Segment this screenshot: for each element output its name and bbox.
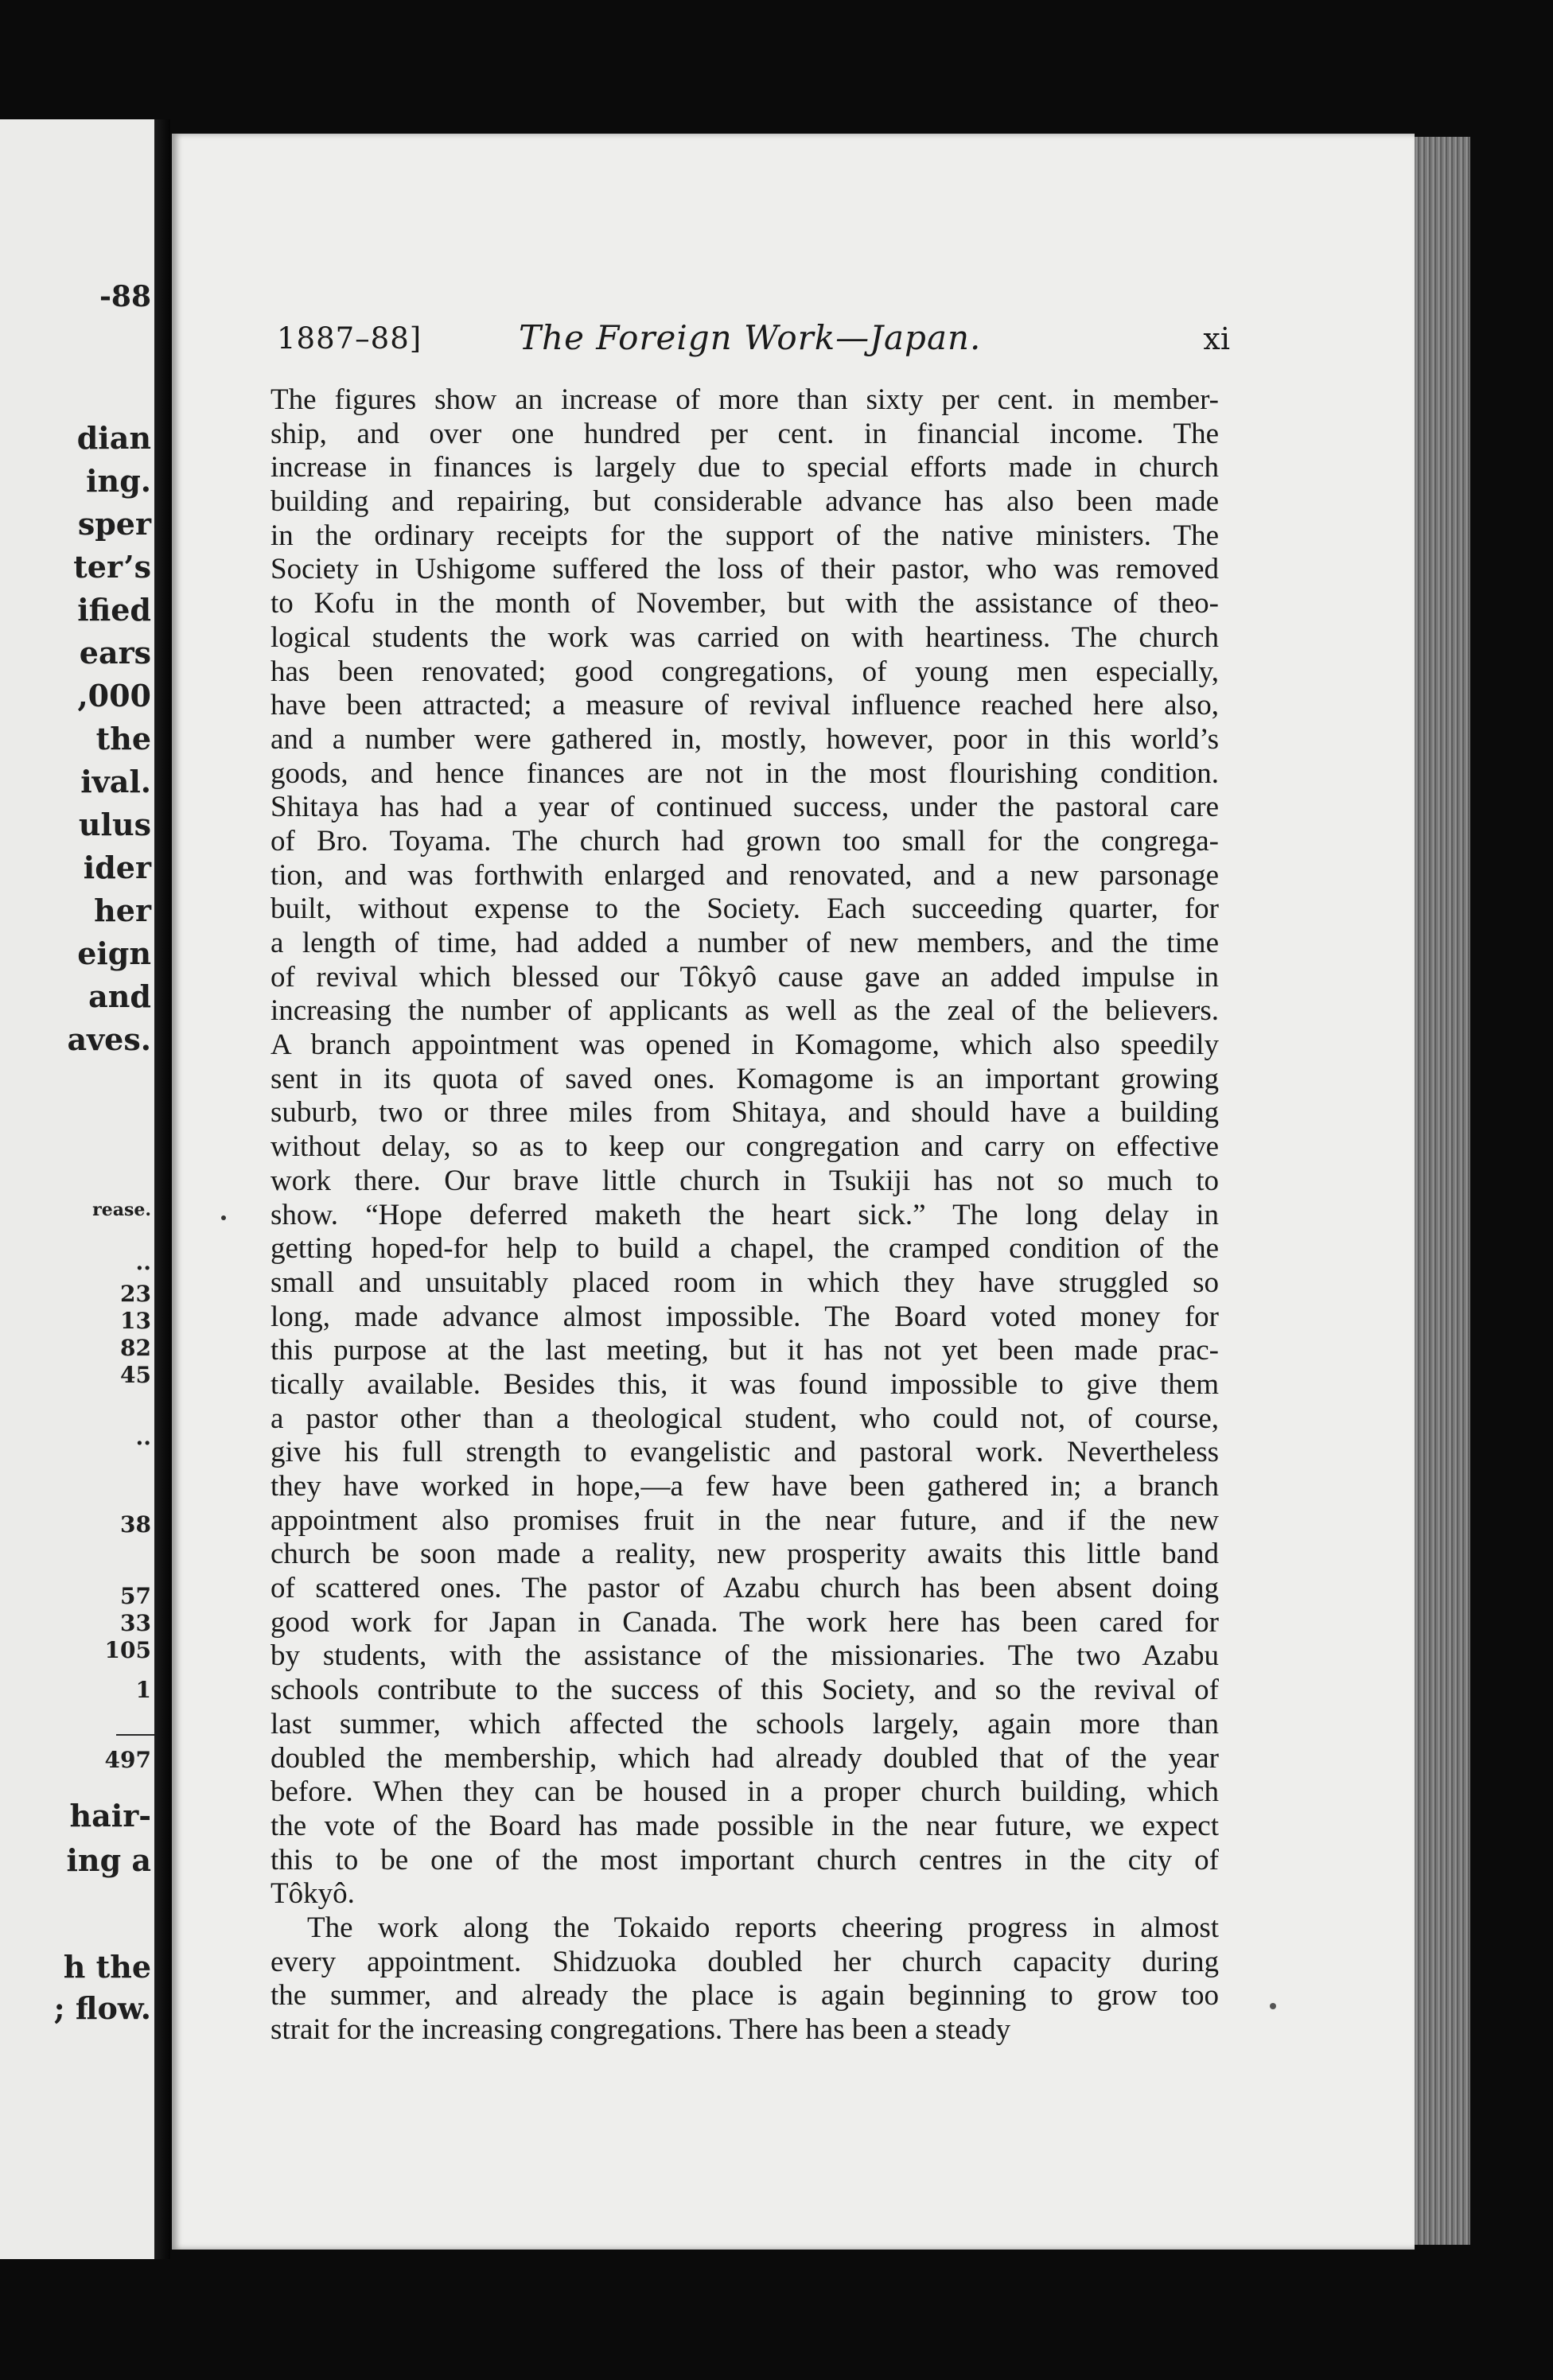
left-page-text: ..	[135, 1249, 151, 1275]
left-page-text: dian	[76, 420, 151, 456]
text-line: have been attracted; a measure of revival influence reached here also,	[271, 689, 1219, 722]
text-line: sent in its quota of saved ones. Komagome is an important growing	[271, 1062, 1219, 1095]
text-line: to Kofu in the month of November, but with the assistance of theo-	[271, 587, 1219, 620]
left-page-text: ,000	[77, 678, 151, 714]
text-line: of revival which blessed our Tôkyô cause gave an added impulse in	[271, 960, 1219, 994]
left-page-text: eign	[77, 935, 151, 971]
text-line: suburb, two or three miles from Shitaya, and should have a building	[271, 1096, 1219, 1130]
text-line: by students, with the assistance of the missionaries. The two Azabu	[271, 1639, 1219, 1673]
text-line: The figures show an increase of more than sixty per cent. in member-	[271, 383, 1219, 416]
text-line: Tôkyô.	[271, 1877, 355, 1911]
text-line: built, without expense to the Society. Each succeeding quarter, for	[271, 892, 1219, 926]
left-page-text: ulus	[78, 807, 151, 842]
text-line: this purpose at the last meeting, but it has not yet been made prac-	[271, 1334, 1219, 1367]
text-line: a pastor other than a theological student, who could not, of course,	[271, 1402, 1219, 1435]
text-line: schools contribute to the success of this Society, and so the revival of	[271, 1674, 1219, 1707]
text-line: good work for Japan in Canada. The work here has been cared for	[271, 1605, 1219, 1639]
left-page-text: sper	[77, 506, 151, 542]
left-page-text: hair-	[69, 1798, 151, 1834]
left-page-text: ival.	[80, 764, 151, 799]
text-line: A branch appointment was opened in Komagome, which also speedily	[271, 1029, 1219, 1062]
text-line: every appointment. Shidzuoka doubled her church capacity during	[271, 1945, 1219, 1978]
text-line: this to be one of the most important church centres in the city of	[271, 1843, 1219, 1876]
left-page-text: her	[94, 892, 151, 928]
text-line: appointment also promises fruit in the near future, and if the new	[271, 1503, 1219, 1537]
text-line: Society in Ushigome suffered the loss of their pastor, who was removed	[271, 553, 1219, 586]
text-line: doubled the membership, which had already doubled that of the year	[271, 1741, 1219, 1775]
left-page-text: 497	[104, 1747, 151, 1773]
left-page-text: 33	[120, 1610, 151, 1636]
text-line: without delay, so as to keep our congregation and carry on effective	[271, 1130, 1219, 1164]
left-page-text: ; flow.	[53, 1990, 151, 2026]
text-line: tically available. Besides this, it was found impossible to give them	[271, 1367, 1219, 1401]
text-line: The work along the Tokaido reports cheering progress in almost	[307, 1911, 1219, 1944]
left-page-text: 23	[120, 1281, 151, 1307]
text-line: goods, and hence finances are not in the most flourishing condition.	[271, 756, 1219, 790]
text-line: show. “Hope deferred maketh the heart sick.” The long delay in	[271, 1198, 1219, 1231]
text-line: the vote of the Board has made possible in the near future, we expect	[271, 1809, 1219, 1842]
header-year-range: 1887–88]	[277, 321, 422, 356]
left-page-text: 1	[135, 1677, 151, 1703]
body-text	[271, 383, 1219, 2048]
left-page-text: 82	[120, 1335, 151, 1361]
text-line: logical students the work was carried on with heartiness. The church	[271, 620, 1219, 654]
left-page-text: ified	[77, 592, 151, 628]
left-page-text: h the	[63, 1949, 151, 1985]
margin-mark	[221, 1215, 226, 1220]
left-page-text: 13	[120, 1308, 151, 1334]
left-page-text: rease.	[92, 1200, 151, 1220]
text-line: last summer, which affected the schools largely, again more than	[271, 1707, 1219, 1740]
text-line: building and repairing, but considerable advance has also been made	[271, 485, 1219, 519]
text-line: long, made advance almost impossible. The Board voted money for	[271, 1300, 1219, 1333]
text-line: in the ordinary receipts for the support of the native ministers. The	[271, 519, 1219, 552]
text-line: they have worked in hope,—a few have been gathered in; a branch	[271, 1470, 1219, 1503]
text-line: church be soon made a reality, new prosperity awaits this little band	[271, 1538, 1219, 1571]
left-page-text: ears	[79, 635, 151, 671]
text-line: work there. Our brave little church in Tsukiji has not so much to	[271, 1164, 1219, 1197]
left-page-text: and	[88, 978, 151, 1014]
left-page-text: -88	[99, 280, 151, 313]
gutter-shadow	[154, 119, 170, 2259]
left-page-text: ter’s	[73, 549, 151, 585]
text-line: of scattered ones. The pastor of Azabu church has been absent doing	[271, 1572, 1219, 1605]
text-line: increasing the number of applicants as well as the zeal of the believers.	[271, 994, 1219, 1028]
left-page-text: 105	[104, 1637, 151, 1663]
left-page-text: ider	[83, 850, 151, 885]
running-head	[271, 318, 1233, 366]
text-line: before. When they can be housed in a proper church building, which	[271, 1775, 1219, 1809]
text-line: tion, and was forthwith enlarged and renovated, and a new parsonage	[271, 858, 1219, 892]
text-line: strait for the increasing congregations. There has been a steady	[271, 2013, 1011, 2046]
text-line: give his full strength to evangelistic and pastoral work. Nevertheless	[271, 1436, 1219, 1469]
text-line: Shitaya has had a year of continued success, under the pastoral care	[271, 791, 1219, 824]
page-edge-stack	[1415, 137, 1470, 2245]
left-page-text: 45	[120, 1362, 151, 1388]
left-page-text: ing a	[66, 1842, 151, 1878]
left-page-text: the	[95, 721, 151, 756]
left-page-text: ..	[135, 1424, 151, 1450]
left-page-text: aves.	[67, 1021, 151, 1057]
text-line: a length of time, had added a number of new members, and the time	[271, 927, 1219, 959]
left-page-text: 38	[120, 1511, 151, 1538]
text-line: increase in finances is largely due to special efforts made in church	[271, 451, 1219, 484]
margin-mark	[1270, 2003, 1276, 2009]
left-page-text: 57	[120, 1583, 151, 1609]
text-line: has been renovated; good congregations, of young men especially,	[271, 655, 1219, 688]
left-page-fragment	[0, 119, 154, 2259]
table-total-rule	[116, 1734, 154, 1736]
page-number: xi	[1203, 321, 1230, 356]
text-line: getting hoped-for help to build a chapel, the cramped condition of the	[271, 1232, 1219, 1266]
text-line: and a number were gathered in, mostly, however, poor in this world’s	[271, 722, 1219, 756]
left-page-text: ing.	[86, 463, 151, 499]
text-line: the summer, and already the place is again beginning to grow too	[271, 1979, 1219, 2012]
header-title: The Foreign Work—Japan.	[519, 318, 982, 357]
text-line: small and unsuitably placed room in which they have struggled so	[271, 1266, 1219, 1299]
text-line: ship, and over one hundred per cent. in financial income. The	[271, 417, 1219, 450]
text-line: of Bro. Toyama. The church had grown too small for the congrega-	[271, 824, 1219, 858]
